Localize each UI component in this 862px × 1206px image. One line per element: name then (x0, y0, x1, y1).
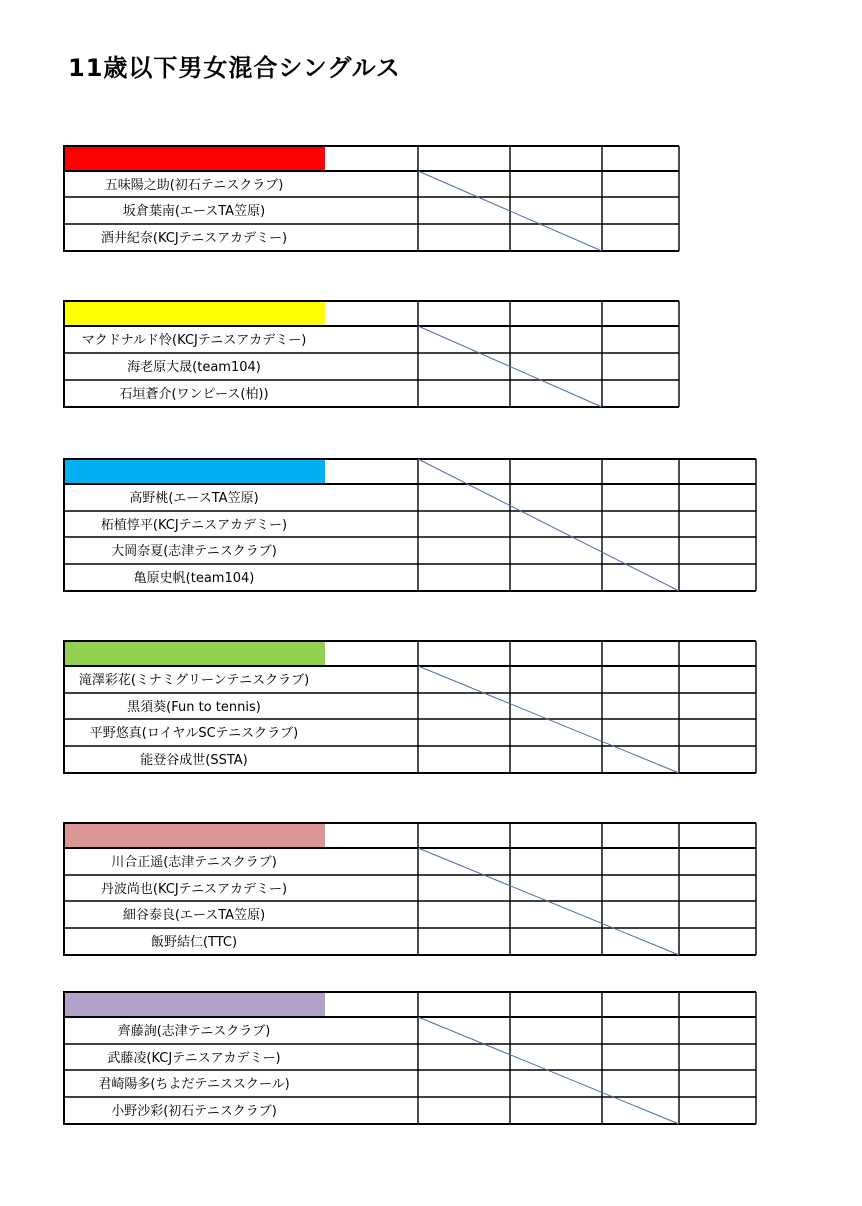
player-name-cell: 川合正遥(志津テニスクラブ) (111, 855, 277, 870)
group-color-header (63, 640, 325, 665)
player-name-cell: マクドナルド怜(KCJテニスアカデミー) (81, 333, 307, 348)
player-name-cell: 坂倉葉南(エースTA笠原) (122, 204, 266, 219)
group-color-header (63, 991, 325, 1016)
self-match-diagonal (418, 171, 602, 251)
self-match-diagonal (418, 1017, 679, 1124)
player-name-cell: 酒井紀奈(KCJテニスアカデミー) (100, 231, 288, 246)
player-name-cell: 黒須葵(Fun to tennis) (127, 699, 261, 715)
player-name-cell: 高野桃(エースTA笠原) (129, 491, 259, 506)
self-match-diagonal (418, 848, 679, 955)
player-name-cell: 海老原大晟(team104) (127, 360, 261, 375)
player-name-cell: 亀原史帆(team104) (133, 571, 255, 586)
player-name-cell: 細谷泰良(エースTA笠原) (122, 908, 266, 923)
group-color-header (63, 145, 325, 170)
player-name-cell: 君崎陽多(ちよだテニススクール) (98, 1077, 290, 1092)
player-name-cell: 大岡奈夏(志津テニスクラブ) (111, 544, 277, 559)
group-table (63, 640, 755, 772)
group-color-header (63, 822, 325, 847)
player-name-cell: 丹波尚也(KCJテニスアカデミー) (100, 881, 288, 897)
player-name-cell: 飯野結仁(TTC) (150, 935, 238, 950)
player-name-cell: 柘植惇平(KCJテニスアカデミー) (100, 517, 288, 533)
group-table (63, 822, 755, 954)
player-name-cell: 滝澤彩花(ミナミグリーンテニスクラブ) (78, 673, 310, 688)
group-color-header (63, 300, 325, 325)
self-match-diagonal (418, 459, 679, 591)
player-name-cell: 平野悠真(ロイヤルSCテニスクラブ) (89, 726, 299, 741)
self-match-diagonal (418, 666, 679, 773)
group-table (63, 300, 678, 406)
page-title: 11歳以下男女混合シングルス (68, 54, 401, 82)
group-table (63, 991, 755, 1123)
player-name-cell: 石垣蒼介(ワンピース(柏)) (119, 387, 269, 402)
player-name-cell: 小野沙彩(初石テニスクラブ) (111, 1104, 277, 1119)
self-match-diagonal (418, 326, 602, 407)
player-name-cell: 能登谷成世(SSTA) (140, 753, 248, 768)
player-name-cell: 五味陽之助(初石テニスクラブ) (104, 177, 284, 193)
group-color-header (63, 458, 325, 483)
player-name-cell: 武藤凌(KCJテニスアカデミー) (107, 1050, 281, 1066)
group-table (63, 145, 678, 250)
player-name-cell: 齊藤詢(志津テニスクラブ) (117, 1024, 271, 1039)
group-table (63, 458, 755, 590)
